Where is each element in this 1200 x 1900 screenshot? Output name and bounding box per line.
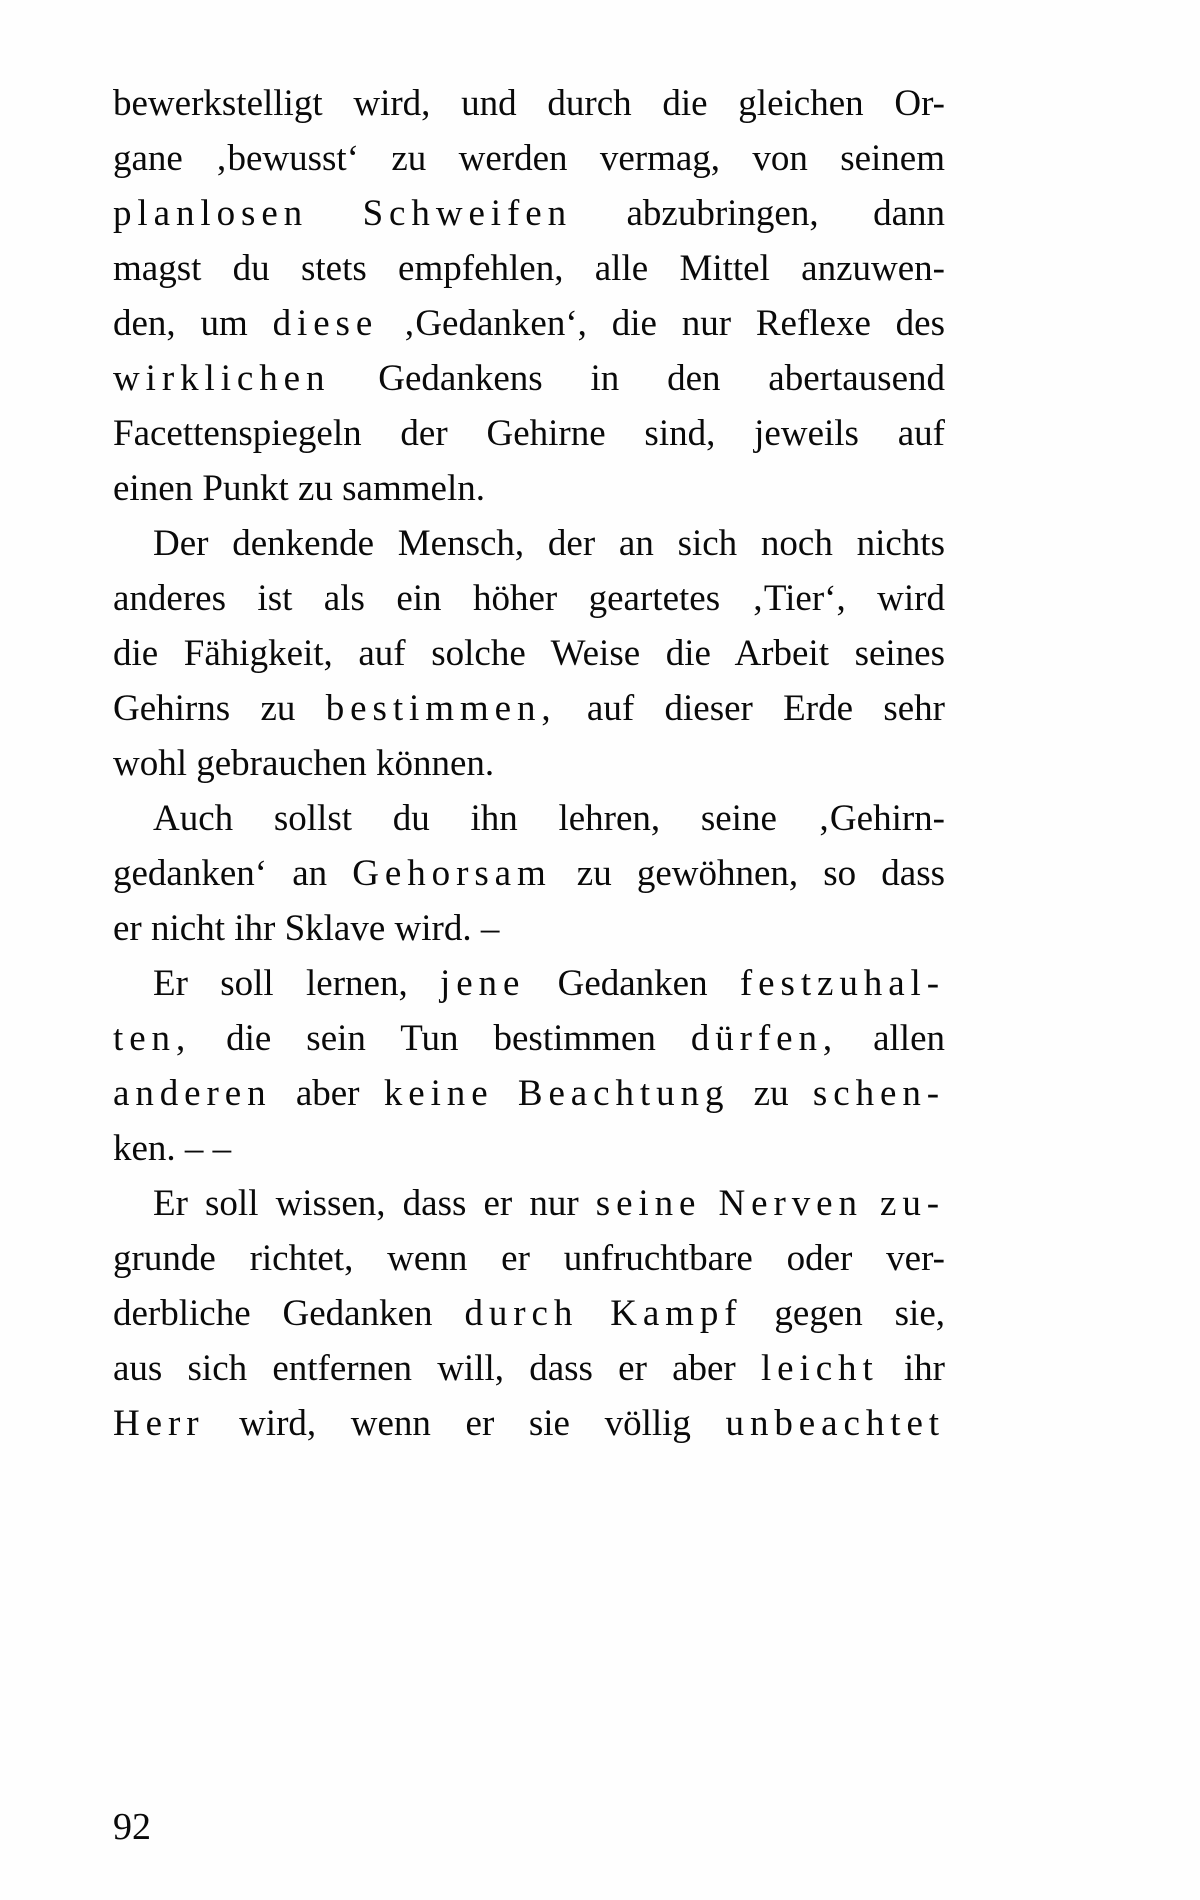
text-run: abzubringen, dann [572, 193, 945, 234]
paragraph [113, 1176, 945, 1451]
text-run: Facettenspiegeln der Gehirne sind, jeweils auf [113, 413, 945, 454]
text-line [113, 461, 945, 516]
text-line [113, 131, 945, 186]
letterspaced-text: dürfen, [690, 1018, 839, 1059]
paragraph [113, 76, 945, 516]
letterspaced-text: Herr [113, 1403, 205, 1444]
text-run: die Fähigkeit, auf solche Weise die Arbeit seines [113, 633, 945, 674]
text-run: anderes ist als ein höher geartetes ‚Tier‘, wird [113, 578, 945, 619]
text-run: magst du stets empfehlen, alle Mittel anzuwen- [113, 248, 945, 289]
paragraph [113, 516, 945, 791]
text-line [113, 516, 945, 571]
text-block [113, 0, 945, 1451]
text-run: Gehirns zu [113, 688, 326, 729]
text-line [113, 241, 945, 296]
text-run: derbliche Gedanken [113, 1293, 465, 1334]
letterspaced-text: Gehorsam [352, 853, 552, 894]
text-run: ihr [878, 1348, 945, 1389]
letterspaced-text: Nerven [718, 1183, 863, 1224]
text-run: er nicht ihr Sklave wird. – [113, 908, 500, 949]
letterspaced-text: jene [440, 963, 526, 1004]
letterspaced-text: Kampf [610, 1293, 743, 1334]
letterspaced-text: Beachtung [517, 1073, 730, 1114]
text-run: zu gewöhnen, so dass [551, 853, 945, 894]
paragraph [113, 791, 945, 956]
text-run: aus sich entfernen will, dass er aber [113, 1348, 761, 1389]
letterspaced-text: unbeachtet [725, 1403, 945, 1444]
text-run [308, 193, 362, 234]
letterspaced-text: zu- [880, 1183, 945, 1224]
letterspaced-text: anderen [113, 1073, 272, 1114]
text-run [578, 1293, 610, 1334]
text-run: bewerkstelligt wird, und durch die gleichen Or- [113, 83, 945, 124]
text-line [113, 1286, 945, 1341]
text-run [494, 1073, 518, 1114]
text-run [701, 1183, 718, 1224]
text-run: Gedanken [525, 963, 740, 1004]
text-run: ken. – – [113, 1128, 232, 1169]
text-line [113, 571, 945, 626]
text-line [113, 406, 945, 461]
letterspaced-text: diese [272, 303, 379, 344]
paragraph [113, 956, 945, 1176]
text-line [113, 1176, 945, 1231]
text-run: den, um [113, 303, 273, 344]
text-run: gegen sie, [742, 1293, 945, 1334]
text-run: gedanken‘ an [113, 853, 353, 894]
text-line [113, 791, 945, 846]
text-line [113, 626, 945, 681]
page-number: 92 [113, 1806, 151, 1848]
letterspaced-text: wirklichen [113, 358, 331, 399]
text-run: Er soll lernen, [153, 963, 440, 1004]
letterspaced-text: planlosen [113, 193, 309, 234]
text-line [113, 846, 945, 901]
text-run [863, 1183, 880, 1224]
text-run: Der denkende Mensch, der an sich noch nichts [153, 523, 945, 564]
text-line [113, 1066, 945, 1121]
text-line [113, 1396, 945, 1451]
text-line [113, 1341, 945, 1396]
text-run: ‚Gedanken‘, die nur Reflexe des [378, 303, 945, 344]
letterspaced-text: festzuhal- [739, 963, 945, 1004]
text-line [113, 351, 945, 406]
text-line [113, 956, 945, 1011]
text-line [113, 296, 945, 351]
text-line [113, 681, 945, 736]
text-run: Gedankens in den abertausend [330, 358, 945, 399]
text-line [113, 736, 945, 791]
letterspaced-text: bestimmen, [325, 688, 557, 729]
text-line [113, 1011, 945, 1066]
text-run: allen [838, 1018, 945, 1059]
letterspaced-text: Schweifen [362, 193, 573, 234]
text-line [113, 901, 945, 956]
text-run: gane ‚bewusst‘ zu werden vermag, von seinem [113, 138, 945, 179]
letterspaced-text: durch [464, 1293, 579, 1334]
letterspaced-text: seine [595, 1183, 702, 1224]
text-run: aber [271, 1073, 384, 1114]
letterspaced-text: ten, [113, 1018, 192, 1059]
text-run: die sein Tun bestimmen [191, 1018, 691, 1059]
letterspaced-text: leicht [760, 1348, 879, 1389]
text-run: zu [729, 1073, 813, 1114]
text-run: Er soll wissen, dass er nur [153, 1183, 596, 1224]
text-run: einen Punkt zu sammeln. [113, 468, 485, 509]
text-line [113, 1231, 945, 1286]
text-line [113, 186, 945, 241]
text-run: wohl gebrauchen können. [113, 743, 495, 784]
text-run: Auch sollst du ihn lehren, seine ‚Gehirn- [153, 798, 945, 839]
letterspaced-text: schen- [812, 1073, 945, 1114]
text-run: grunde richtet, wenn er unfruchtbare oder ver- [113, 1238, 945, 1279]
letterspaced-text: keine [383, 1073, 494, 1114]
text-line [113, 1121, 945, 1176]
text-run: wird, wenn er sie völlig [204, 1403, 726, 1444]
text-line [113, 76, 945, 131]
text-run: auf dieser Erde sehr [556, 688, 945, 729]
